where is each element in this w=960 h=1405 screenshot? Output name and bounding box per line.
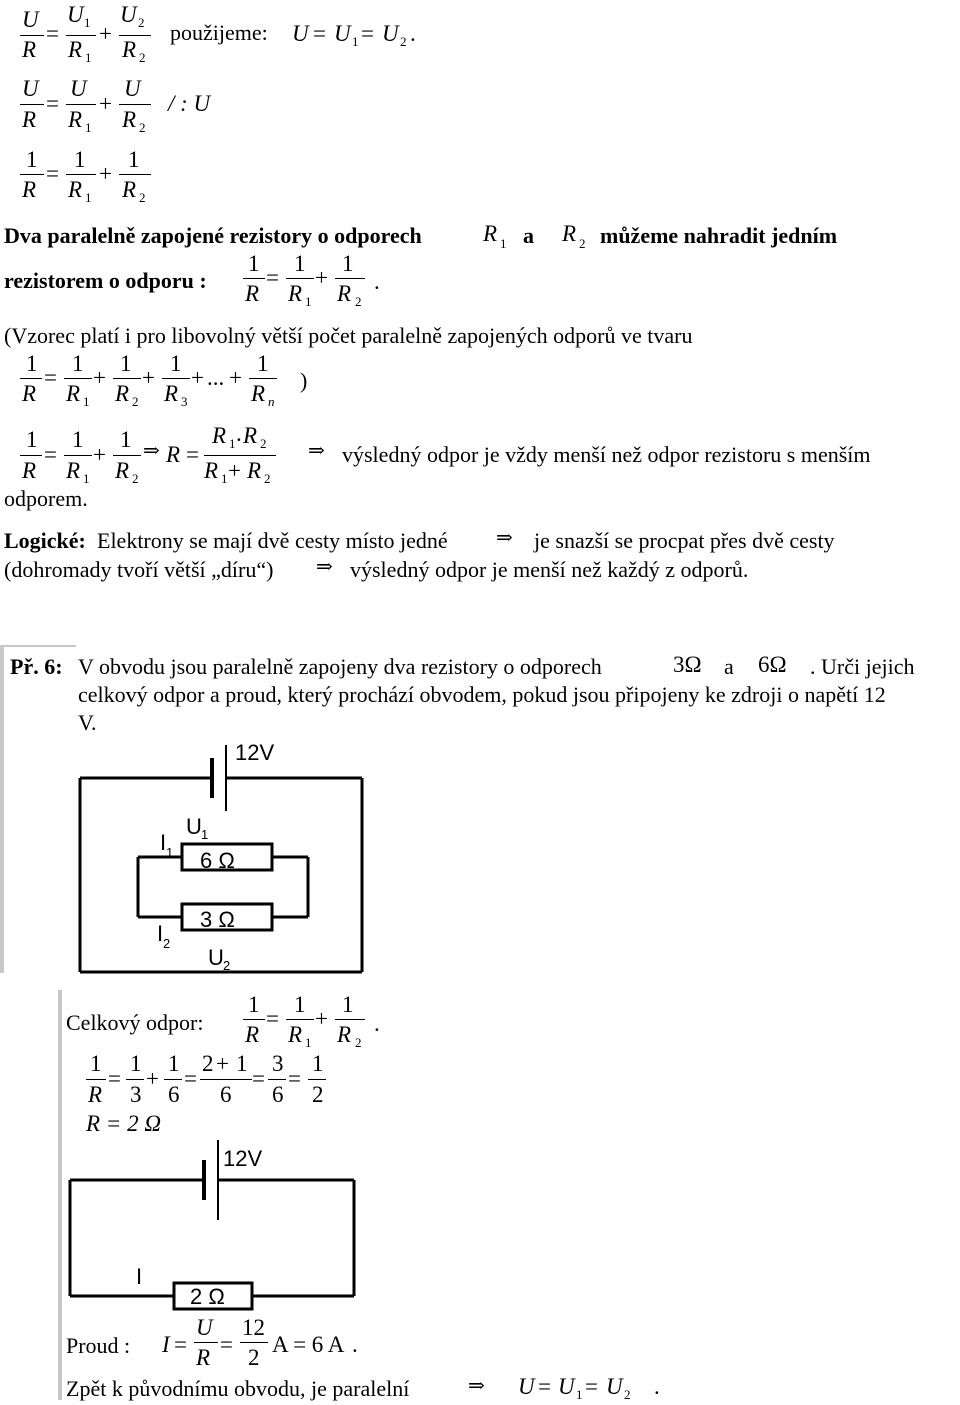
one: 1 [128,147,140,172]
total-label: Celkový odpor: [66,1010,204,1035]
r1: R [288,281,303,306]
current-label: I [136,1264,143,1289]
current-2: I [157,921,164,946]
r: R [245,1022,260,1047]
r1: R [66,381,81,406]
sub: 1 [229,436,236,451]
one: 1 [294,992,306,1017]
equals: = [266,1006,279,1031]
sub: 1 [221,471,228,486]
sub: 1 [83,394,90,409]
plus: + [216,1051,229,1076]
sub: 2 [223,958,231,973]
resistor-2-label: 2 Ω [190,1284,225,1309]
r2: R [115,458,130,483]
result-r: R = 2 Ω [86,1111,161,1136]
i: I [162,1332,170,1357]
r2: R [562,221,577,246]
u2: U [382,21,399,46]
voltage-label: 12V [235,740,275,765]
rn: R [251,381,266,406]
one: 1 [120,351,132,376]
one: 1 [130,1051,142,1076]
plus: + [142,365,155,390]
sub: 2 [264,471,271,486]
eq1-r1: R [68,37,83,62]
fraction-line [194,1342,218,1343]
one: 1 [168,1051,180,1076]
u-eq-u1: U [292,21,309,46]
u1: U [334,21,351,46]
one: 1 [248,992,260,1017]
sub: 1 [201,827,209,842]
equals: = [252,1066,265,1091]
sub: 1 [576,1387,583,1402]
two: 2 [248,1345,260,1370]
example-text1: V obvodu jsou paralelně zapojeny dva rezistory o odporech [78,654,602,679]
period: . [654,1374,660,1399]
equals: = [288,1066,301,1091]
one: 1 [26,427,38,452]
twelve: 12 [242,1315,265,1340]
and: a [724,654,734,679]
sub: 2 [132,471,139,486]
r2: R [247,458,262,483]
current-label-text: Proud : [66,1333,131,1358]
sub: 1 [166,845,174,860]
one: 1 [257,351,269,376]
plus: + [315,1006,328,1031]
plus: + [99,91,112,116]
equals: = [44,365,57,390]
sub: 2 [624,1387,631,1402]
example-label: Př. 6: [10,654,63,679]
equals: = [174,1332,187,1357]
three: 3 [272,1051,284,1076]
implies-arrow: ⇒ [468,1375,485,1397]
example-text1b: . Urči jejich [810,654,915,679]
eq1-plus: + [99,21,112,46]
paragraph1-line2: rezistorem o odporu : [4,268,207,293]
equals: = [220,1332,233,1357]
equals: = [46,91,59,116]
plus: + [315,265,328,290]
implies-arrow: ⇒ [308,440,325,462]
close-paren: ) [300,368,308,393]
result-note: výsledný odpor je vždy menší než odpor rezistoru s menším [342,442,871,467]
result-note-end: odporem. [4,486,88,511]
r: R [22,381,37,406]
example-text2: celkový odpor a proud, který prochází obvodem, pokud jsou připojeny ke zdroji o napětí 12 [78,682,886,707]
sub: 2 [163,936,171,951]
six: 6 [220,1082,232,1107]
eq1-num-u: U [22,7,39,32]
period: . [410,21,416,46]
eq1-r2: R [122,37,137,62]
one: 1 [170,351,182,376]
voltage-2: U [208,945,224,970]
voltage-label: 12V [223,1146,263,1171]
sub: 1 [85,50,92,65]
current-1: I [160,830,167,855]
one: 1 [26,147,38,172]
r: R [22,177,37,202]
pouzijeme-label: použijeme: [170,20,268,45]
eq1-den-r: R [22,37,37,62]
r2: R [122,107,137,132]
ellipsis: ... [207,365,225,390]
sub: 1 [85,120,92,135]
one: 1 [236,1051,248,1076]
sub: 2 [138,15,145,30]
equals: = [585,1374,598,1399]
logic-bold: Logické: [4,528,86,553]
one: 1 [342,992,354,1017]
u: U [518,1374,535,1399]
one: 1 [248,251,260,276]
plus: + [99,161,112,186]
one: 1 [72,351,84,376]
sub: 3 [181,394,188,409]
sub: 2 [355,1035,362,1050]
fraction-line [240,1342,268,1343]
equals: = [538,1374,551,1399]
u2: U [606,1374,623,1399]
u: U [196,1315,213,1340]
r: R [166,442,181,467]
r1: R [483,221,498,246]
equals: = [361,21,374,46]
r: R [22,458,37,483]
sub: 2 [260,436,267,451]
r1: R [66,458,81,483]
resistance-3: 3Ω [673,652,702,677]
logic-line2b: výsledný odpor je menší než každý z odporů. [350,557,749,582]
sub: 2 [355,294,362,309]
u: U [70,76,87,101]
sub: 1 [85,190,92,205]
plus: + [229,365,242,390]
r: R [245,281,260,306]
sub: 2 [139,50,146,65]
period: . [374,1011,380,1036]
r3: R [164,381,179,406]
logic-line1b: je snazší se procpat přes dvě cesty [534,528,835,553]
r2: R [337,1022,352,1047]
resistance-6: 6Ω [758,652,787,677]
implies-arrow: ⇒ [316,556,333,578]
resistor-6-label: 6 Ω [200,848,235,873]
sub: 1 [84,15,91,30]
one: 1 [74,147,86,172]
two: 2 [312,1082,324,1107]
one: 1 [72,427,84,452]
r1: R [212,423,227,448]
r: R [22,107,37,132]
two: 2 [202,1051,214,1076]
sub: 2 [139,120,146,135]
sub: 2 [579,236,586,251]
u1: U [558,1374,575,1399]
one: 1 [120,427,132,452]
back-label: Zpět k původnímu obvodu, je paralelní [66,1376,410,1401]
r1: R [204,458,219,483]
implies-arrow: ⇒ [496,527,513,549]
logic-line1: Elektrony se mají dvě cesty místo jedné [97,528,448,553]
sub: 1 [500,236,507,251]
sub: n [268,394,275,409]
equals: = [108,1066,121,1091]
six: 6 [168,1082,180,1107]
one: 1 [342,251,354,276]
example-text3: V. [78,710,97,735]
dot: . [236,421,242,446]
r2: R [122,177,137,202]
three: 3 [130,1082,142,1107]
plus: + [93,365,106,390]
eq1-equals: = [46,21,59,46]
u: U [22,76,39,101]
sub: 1 [305,294,312,309]
r1: R [68,177,83,202]
sub: 2 [132,394,139,409]
period: . [352,1332,358,1357]
eq1-u1: U [67,2,84,27]
general-note: (Vzorec platí i pro libovolný větší počet paralelně zapojených odporů ve tvaru [4,323,693,348]
equals: = [266,265,279,290]
one: 1 [26,351,38,376]
one: 1 [312,1051,324,1076]
sub: 1 [83,471,90,486]
equals: = [313,21,326,46]
eq1-u2: U [120,2,137,27]
r1: R [288,1022,303,1047]
voltage-1: U [186,814,202,839]
sub: 2 [400,34,407,49]
plus: + [228,458,241,483]
r: R [196,1345,211,1370]
sub: 2 [139,190,146,205]
and: a [523,223,534,248]
one: 1 [90,1051,102,1076]
implies-arrow: ⇒ [143,440,160,462]
r2: R [337,281,352,306]
equals: = [46,161,59,186]
divide-by-u: / : U [168,91,211,116]
u: U [124,76,141,101]
r1: R [68,107,83,132]
sub: 1 [305,1035,312,1050]
resistor-3-label: 3 Ω [200,907,235,932]
logic-line2: (dohromady tvoří větší „díru“) [4,557,274,582]
period: . [374,269,380,294]
sub: 1 [352,34,359,49]
equals: = [184,1066,197,1091]
six: 6 [272,1082,284,1107]
r: R [88,1082,103,1107]
plus: + [93,442,106,467]
equals: = [44,442,57,467]
r2: R [243,423,258,448]
plus: + [191,365,204,390]
paragraph1-text: Dva paralelně zapojené rezistory o odporech [4,223,422,248]
r2: R [115,381,130,406]
one: 1 [294,251,306,276]
paragraph1-text-b: můžeme nahradit jedním [600,223,838,248]
units-result: A = 6 A [272,1332,345,1357]
plus: + [146,1066,159,1091]
equals: = [186,442,199,467]
